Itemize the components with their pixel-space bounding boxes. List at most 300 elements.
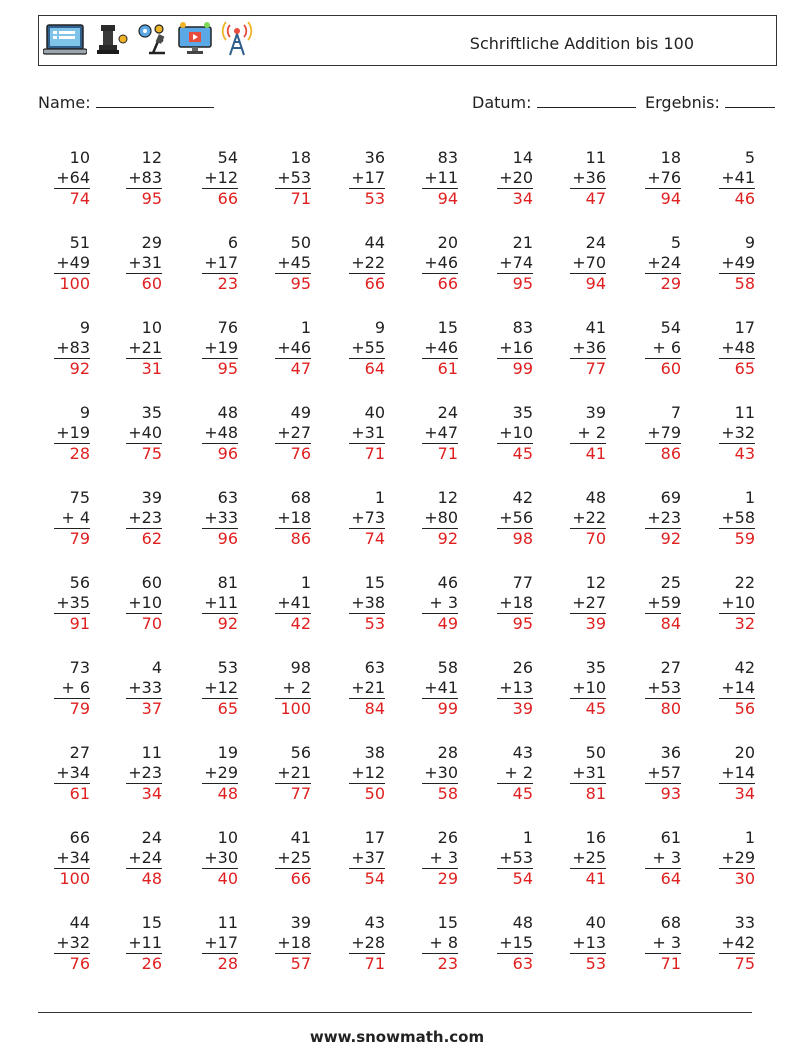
first-addend: 36 xyxy=(364,148,385,167)
answer: 41 xyxy=(570,443,606,464)
chess-rook-icon xyxy=(93,21,129,57)
problem-item xyxy=(695,148,755,209)
second-addend: +30 xyxy=(204,848,238,867)
answer: 86 xyxy=(275,528,311,549)
answer: 74 xyxy=(349,528,385,549)
second-addend: +42 xyxy=(721,933,755,952)
answer: 60 xyxy=(645,358,681,379)
problem-item xyxy=(621,148,681,209)
first-addend: 44 xyxy=(69,913,90,932)
second-addend: +31 xyxy=(572,763,606,782)
first-addend: 15 xyxy=(437,913,458,932)
problem-item xyxy=(178,318,238,379)
first-addend: 10 xyxy=(217,828,238,847)
problem-item xyxy=(325,658,385,719)
first-addend: 56 xyxy=(290,743,311,762)
answer: 40 xyxy=(202,868,238,889)
problem-item xyxy=(30,148,90,209)
second-addend: +33 xyxy=(128,678,162,697)
first-addend: 38 xyxy=(364,743,385,762)
problem-item xyxy=(251,318,311,379)
problem-item xyxy=(546,573,606,634)
second-addend: +40 xyxy=(128,423,162,442)
answer: 95 xyxy=(126,188,162,209)
first-addend: 12 xyxy=(141,148,162,167)
second-addend: +14 xyxy=(721,763,755,782)
second-addend: + 2 xyxy=(282,678,311,697)
problem-item xyxy=(178,403,238,464)
answer: 64 xyxy=(349,358,385,379)
first-addend: 35 xyxy=(512,403,533,422)
answer: 26 xyxy=(126,953,162,974)
first-addend: 83 xyxy=(512,318,533,337)
second-addend: + 3 xyxy=(429,848,458,867)
problem-item xyxy=(398,148,458,209)
second-addend: + 6 xyxy=(652,338,681,357)
answer: 61 xyxy=(422,358,458,379)
first-addend: 53 xyxy=(217,658,238,677)
second-addend: +53 xyxy=(277,168,311,187)
first-addend: 42 xyxy=(512,488,533,507)
answer: 37 xyxy=(126,698,162,719)
problem-item xyxy=(398,318,458,379)
second-addend: +27 xyxy=(277,423,311,442)
first-addend: 54 xyxy=(660,318,681,337)
answer: 98 xyxy=(497,528,533,549)
problem-item xyxy=(621,573,681,634)
second-addend: +22 xyxy=(572,508,606,527)
problem-item xyxy=(30,658,90,719)
second-addend: +17 xyxy=(351,168,385,187)
problem-item xyxy=(102,488,162,549)
problem-item xyxy=(621,318,681,379)
answer: 45 xyxy=(497,443,533,464)
problem-item xyxy=(30,488,90,549)
second-addend: +29 xyxy=(204,763,238,782)
problem-item xyxy=(546,658,606,719)
answer: 75 xyxy=(719,953,755,974)
name-blank[interactable] xyxy=(96,93,214,108)
answer: 84 xyxy=(349,698,385,719)
first-addend: 69 xyxy=(660,488,681,507)
problem-item xyxy=(325,233,385,294)
second-addend: +56 xyxy=(499,508,533,527)
problem-item xyxy=(325,828,385,889)
first-addend: 18 xyxy=(290,148,311,167)
problem-item xyxy=(546,828,606,889)
second-addend: +25 xyxy=(572,848,606,867)
second-addend: +64 xyxy=(56,168,90,187)
second-addend: +24 xyxy=(128,848,162,867)
first-addend: 1 xyxy=(300,573,311,592)
second-addend: +59 xyxy=(647,593,681,612)
date-label: Datum: xyxy=(472,93,532,112)
answer: 93 xyxy=(645,783,681,804)
date-blank[interactable] xyxy=(537,93,636,108)
answer: 53 xyxy=(349,613,385,634)
first-addend: 63 xyxy=(217,488,238,507)
answer: 47 xyxy=(570,188,606,209)
second-addend: +13 xyxy=(499,678,533,697)
problem-item xyxy=(30,743,90,804)
problem-item xyxy=(546,743,606,804)
first-addend: 28 xyxy=(437,743,458,762)
monitor-video-icon xyxy=(177,21,213,57)
problem-item xyxy=(695,913,755,974)
first-addend: 7 xyxy=(670,403,681,422)
answer: 29 xyxy=(645,273,681,294)
first-addend: 11 xyxy=(141,743,162,762)
answer: 92 xyxy=(422,528,458,549)
second-addend: +24 xyxy=(647,253,681,272)
first-addend: 18 xyxy=(660,148,681,167)
problem-item xyxy=(473,403,533,464)
second-addend: +10 xyxy=(721,593,755,612)
first-addend: 81 xyxy=(217,573,238,592)
second-addend: +13 xyxy=(572,933,606,952)
problem-item xyxy=(473,318,533,379)
answer: 76 xyxy=(54,953,90,974)
second-addend: +10 xyxy=(128,593,162,612)
second-addend: +15 xyxy=(499,933,533,952)
second-addend: +12 xyxy=(351,763,385,782)
answer: 100 xyxy=(275,698,311,719)
answer: 53 xyxy=(349,188,385,209)
first-addend: 66 xyxy=(69,828,90,847)
first-addend: 48 xyxy=(512,913,533,932)
second-addend: +35 xyxy=(56,593,90,612)
result-field[interactable] xyxy=(645,93,775,112)
second-addend: +74 xyxy=(499,253,533,272)
problem-item xyxy=(473,148,533,209)
problem-item xyxy=(251,573,311,634)
second-addend: +73 xyxy=(351,508,385,527)
problem-item xyxy=(178,148,238,209)
second-addend: +36 xyxy=(572,168,606,187)
first-addend: 27 xyxy=(69,743,90,762)
answer: 46 xyxy=(719,188,755,209)
first-addend: 40 xyxy=(364,403,385,422)
first-addend: 35 xyxy=(141,403,162,422)
first-addend: 5 xyxy=(744,148,755,167)
second-addend: + 3 xyxy=(652,933,681,952)
problem-item xyxy=(546,913,606,974)
second-addend: +23 xyxy=(128,508,162,527)
answer: 96 xyxy=(202,443,238,464)
problem-item xyxy=(30,913,90,974)
answer: 70 xyxy=(126,613,162,634)
result-label: Ergebnis: xyxy=(645,93,720,112)
second-addend: +38 xyxy=(351,593,385,612)
answer: 34 xyxy=(126,783,162,804)
first-addend: 10 xyxy=(69,148,90,167)
first-addend: 9 xyxy=(79,403,90,422)
second-addend: +18 xyxy=(277,933,311,952)
problem-item xyxy=(473,743,533,804)
answer: 77 xyxy=(275,783,311,804)
first-addend: 41 xyxy=(290,828,311,847)
problem-item xyxy=(621,233,681,294)
problem-item xyxy=(325,913,385,974)
first-addend: 9 xyxy=(79,318,90,337)
second-addend: + 2 xyxy=(504,763,533,782)
first-addend: 1 xyxy=(300,318,311,337)
answer: 95 xyxy=(497,273,533,294)
problem-item xyxy=(102,403,162,464)
first-addend: 6 xyxy=(227,233,238,252)
second-addend: +55 xyxy=(351,338,385,357)
answer: 79 xyxy=(54,528,90,549)
first-addend: 41 xyxy=(585,318,606,337)
answer: 39 xyxy=(570,613,606,634)
answer: 53 xyxy=(570,953,606,974)
second-addend: +57 xyxy=(647,763,681,782)
problem-item xyxy=(695,488,755,549)
problem-item xyxy=(695,658,755,719)
second-addend: +18 xyxy=(499,593,533,612)
problem-item xyxy=(102,233,162,294)
answer: 45 xyxy=(570,698,606,719)
problem-item xyxy=(546,233,606,294)
answer: 49 xyxy=(422,613,458,634)
problem-item xyxy=(621,658,681,719)
answer: 66 xyxy=(202,188,238,209)
answer: 71 xyxy=(349,443,385,464)
second-addend: +31 xyxy=(351,423,385,442)
answer: 61 xyxy=(54,783,90,804)
first-addend: 17 xyxy=(364,828,385,847)
second-addend: +21 xyxy=(351,678,385,697)
second-addend: +10 xyxy=(499,423,533,442)
second-addend: + 6 xyxy=(61,678,90,697)
problem-item xyxy=(398,488,458,549)
problem-item xyxy=(621,913,681,974)
gears-microscope-icon xyxy=(135,21,171,57)
second-addend: +48 xyxy=(204,423,238,442)
first-addend: 12 xyxy=(585,573,606,592)
first-addend: 33 xyxy=(734,913,755,932)
second-addend: +53 xyxy=(499,848,533,867)
first-addend: 22 xyxy=(734,573,755,592)
problem-item xyxy=(398,403,458,464)
problem-item xyxy=(398,743,458,804)
first-addend: 58 xyxy=(437,658,458,677)
second-addend: +37 xyxy=(351,848,385,867)
answer: 92 xyxy=(645,528,681,549)
first-addend: 26 xyxy=(437,828,458,847)
answer: 48 xyxy=(202,783,238,804)
problem-item xyxy=(178,658,238,719)
problem-item xyxy=(695,403,755,464)
problem-item xyxy=(251,658,311,719)
answer: 31 xyxy=(126,358,162,379)
answer: 95 xyxy=(497,613,533,634)
first-addend: 5 xyxy=(670,233,681,252)
first-addend: 48 xyxy=(585,488,606,507)
first-addend: 1 xyxy=(744,488,755,507)
first-addend: 49 xyxy=(290,403,311,422)
problem-item xyxy=(695,233,755,294)
laptop-icon xyxy=(43,21,87,57)
answer: 71 xyxy=(275,188,311,209)
header-box xyxy=(38,15,777,66)
second-addend: +32 xyxy=(56,933,90,952)
answer: 54 xyxy=(349,868,385,889)
first-addend: 4 xyxy=(151,658,162,677)
problem-item xyxy=(473,488,533,549)
name-field[interactable] xyxy=(38,93,214,112)
answer: 29 xyxy=(422,868,458,889)
problem-item xyxy=(546,148,606,209)
first-addend: 19 xyxy=(217,743,238,762)
second-addend: +79 xyxy=(647,423,681,442)
answer: 34 xyxy=(719,783,755,804)
answer: 62 xyxy=(126,528,162,549)
problem-item xyxy=(251,148,311,209)
problem-item xyxy=(473,913,533,974)
problem-item xyxy=(102,573,162,634)
problem-item xyxy=(102,318,162,379)
second-addend: +46 xyxy=(277,338,311,357)
first-addend: 11 xyxy=(585,148,606,167)
answer: 76 xyxy=(275,443,311,464)
second-addend: +23 xyxy=(128,763,162,782)
answer: 32 xyxy=(719,613,755,634)
problem-item xyxy=(325,488,385,549)
answer: 71 xyxy=(422,443,458,464)
problem-item xyxy=(30,573,90,634)
problem-item xyxy=(178,913,238,974)
problem-item xyxy=(178,828,238,889)
second-addend: +12 xyxy=(204,678,238,697)
first-addend: 63 xyxy=(364,658,385,677)
second-addend: +25 xyxy=(277,848,311,867)
first-addend: 68 xyxy=(660,913,681,932)
second-addend: +11 xyxy=(128,933,162,952)
second-addend: +83 xyxy=(56,338,90,357)
second-addend: +21 xyxy=(128,338,162,357)
first-addend: 24 xyxy=(585,233,606,252)
second-addend: +48 xyxy=(721,338,755,357)
answer: 48 xyxy=(126,868,162,889)
first-addend: 60 xyxy=(141,573,162,592)
answer: 96 xyxy=(202,528,238,549)
first-addend: 17 xyxy=(734,318,755,337)
first-addend: 50 xyxy=(290,233,311,252)
first-addend: 29 xyxy=(141,233,162,252)
second-addend: +11 xyxy=(204,593,238,612)
first-addend: 1 xyxy=(522,828,533,847)
second-addend: +45 xyxy=(277,253,311,272)
first-addend: 42 xyxy=(734,658,755,677)
second-addend: +19 xyxy=(56,423,90,442)
answer: 58 xyxy=(422,783,458,804)
first-addend: 76 xyxy=(217,318,238,337)
first-addend: 21 xyxy=(512,233,533,252)
second-addend: +80 xyxy=(424,508,458,527)
second-addend: +41 xyxy=(277,593,311,612)
problem-item xyxy=(30,403,90,464)
answer: 64 xyxy=(645,868,681,889)
first-addend: 40 xyxy=(585,913,606,932)
problem-item xyxy=(398,573,458,634)
answer: 23 xyxy=(202,273,238,294)
answer: 75 xyxy=(126,443,162,464)
answer: 84 xyxy=(645,613,681,634)
first-addend: 75 xyxy=(69,488,90,507)
answer: 28 xyxy=(202,953,238,974)
first-addend: 10 xyxy=(141,318,162,337)
answer: 99 xyxy=(497,358,533,379)
problem-item xyxy=(473,573,533,634)
first-addend: 15 xyxy=(364,573,385,592)
problem-item xyxy=(30,828,90,889)
problem-item xyxy=(102,913,162,974)
answer: 56 xyxy=(719,698,755,719)
second-addend: +46 xyxy=(424,253,458,272)
answer: 95 xyxy=(202,358,238,379)
first-addend: 44 xyxy=(364,233,385,252)
first-addend: 54 xyxy=(217,148,238,167)
second-addend: +28 xyxy=(351,933,385,952)
second-addend: +29 xyxy=(721,848,755,867)
second-addend: +70 xyxy=(572,253,606,272)
first-addend: 20 xyxy=(437,233,458,252)
answer: 59 xyxy=(719,528,755,549)
second-addend: +22 xyxy=(351,253,385,272)
second-addend: + 3 xyxy=(429,593,458,612)
answer: 45 xyxy=(497,783,533,804)
answer: 94 xyxy=(570,273,606,294)
answer: 54 xyxy=(497,868,533,889)
answer: 60 xyxy=(126,273,162,294)
second-addend: +20 xyxy=(499,168,533,187)
first-addend: 61 xyxy=(660,828,681,847)
first-addend: 98 xyxy=(290,658,311,677)
result-blank[interactable] xyxy=(725,93,775,108)
second-addend: +27 xyxy=(572,593,606,612)
second-addend: +46 xyxy=(424,338,458,357)
icon-strip xyxy=(43,21,255,57)
answer: 58 xyxy=(719,273,755,294)
answer: 30 xyxy=(719,868,755,889)
first-addend: 11 xyxy=(217,913,238,932)
second-addend: + 2 xyxy=(577,423,606,442)
problem-item xyxy=(473,828,533,889)
problem-item xyxy=(695,743,755,804)
answer: 43 xyxy=(719,443,755,464)
second-addend: +41 xyxy=(721,168,755,187)
problem-item xyxy=(251,488,311,549)
problem-item xyxy=(325,148,385,209)
first-addend: 35 xyxy=(585,658,606,677)
answer: 41 xyxy=(570,868,606,889)
answer: 91 xyxy=(54,613,90,634)
date-field[interactable] xyxy=(472,93,636,112)
answer: 42 xyxy=(275,613,311,634)
answer: 77 xyxy=(570,358,606,379)
second-addend: +36 xyxy=(572,338,606,357)
answer: 74 xyxy=(54,188,90,209)
problem-item xyxy=(695,828,755,889)
second-addend: +34 xyxy=(56,763,90,782)
first-addend: 27 xyxy=(660,658,681,677)
answer: 92 xyxy=(202,613,238,634)
problem-item xyxy=(546,318,606,379)
second-addend: +16 xyxy=(499,338,533,357)
first-addend: 24 xyxy=(141,828,162,847)
second-addend: +14 xyxy=(721,678,755,697)
